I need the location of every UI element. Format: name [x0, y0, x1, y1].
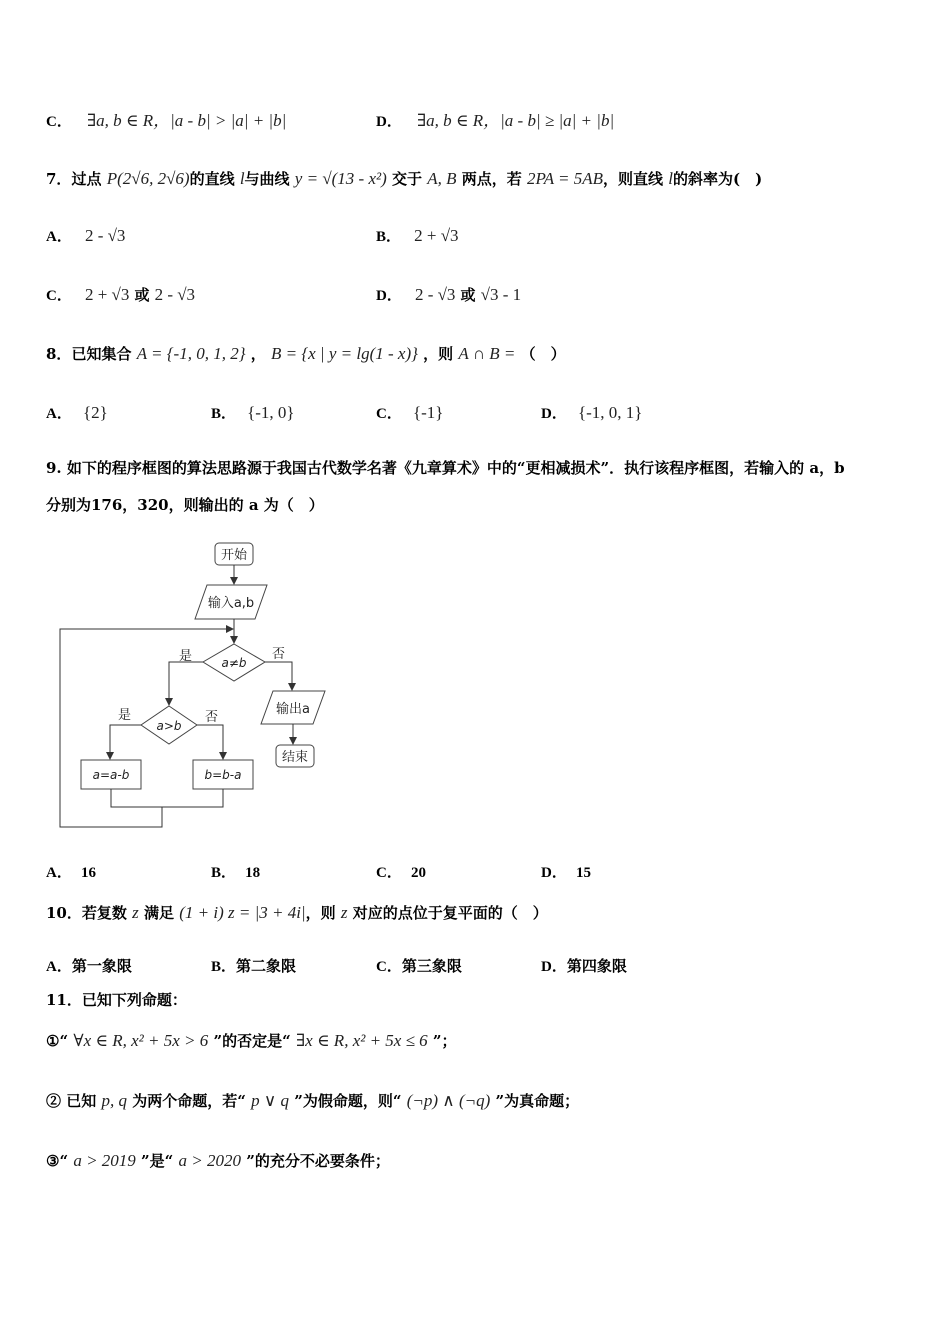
stem-text: 若复数 — [81, 904, 127, 922]
stem-text: ”是“ — [141, 1152, 174, 1170]
option-math: ∃a, b ∈ R，|a - b| > |a| + |b| — [86, 111, 287, 130]
q8-option-a — [46, 402, 108, 423]
flow-end-label: 结束 — [281, 750, 309, 765]
flow-cond1-label: a≠b — [221, 656, 247, 670]
option-math: √3 - 1 — [480, 285, 522, 304]
option-label: C． — [46, 288, 72, 304]
option-label: B． — [376, 229, 402, 245]
q10-option-b — [211, 955, 296, 976]
option-math: 2 + √3 — [414, 226, 459, 245]
proposition-math: p, q — [101, 1091, 127, 1110]
q11-proposition-1 — [46, 1030, 457, 1051]
yes1-label: 是 — [179, 649, 193, 664]
option-math: 2 - √3 — [154, 285, 196, 304]
question-number: 8． — [46, 345, 72, 363]
option-label: D． — [541, 406, 567, 422]
set-b: B = {x | y = lg(1 - x)} — [270, 344, 418, 363]
stem-text: 交于 — [392, 170, 423, 188]
q6-option-d — [376, 106, 614, 131]
line-l: l — [668, 169, 674, 188]
stem-text: 满足 — [143, 904, 174, 922]
flow-assign-b-label: b=b-a — [204, 768, 242, 782]
q8-option-b — [211, 402, 295, 423]
flowchart — [55, 538, 335, 834]
option-label: B． — [211, 959, 237, 975]
q9-option-c — [376, 861, 426, 882]
option-label: D． — [541, 865, 567, 881]
point-p: P(2√6, 2√6) — [106, 169, 190, 188]
stem-text: ，则 — [305, 904, 336, 922]
q10-option-a — [46, 955, 132, 976]
q9-option-d — [541, 861, 591, 882]
stem-text: ”的充分不必要条件； — [246, 1152, 390, 1170]
curve-equation: y = √(13 - x²) — [294, 169, 387, 188]
q7-option-a — [46, 225, 125, 246]
proposition-math: p ∨ q — [251, 1091, 290, 1110]
option-math: 2 - √3 — [84, 226, 126, 245]
set-a: A = {-1, 0, 1, 2} — [136, 344, 246, 363]
condition: 2PA = 5AB — [527, 169, 604, 188]
option-label: C． — [376, 865, 402, 881]
stem-text: 对应的点位于复平面的（ ） — [352, 904, 548, 922]
option-label: A． — [46, 229, 72, 245]
proposition-mark: ①“ — [46, 1032, 69, 1050]
option-label: D． — [541, 959, 567, 975]
option-value: 15 — [575, 865, 591, 881]
question-number: 7． — [46, 170, 72, 188]
proposition-math: ∀x ∈ R, x² + 5x > 6 — [73, 1031, 209, 1050]
option-value: 16 — [80, 865, 96, 881]
stem-text: ，则直线 — [603, 170, 664, 188]
complex-equation: (1 + i) z = |3 + 4i| — [179, 903, 306, 922]
q10-option-d — [541, 955, 627, 976]
option-value: 第三象限 — [401, 957, 462, 975]
flow-start-label: 开始 — [220, 548, 248, 563]
var-z: z — [340, 903, 348, 922]
option-math: {-1} — [412, 403, 444, 422]
stem-text: （ ） — [520, 345, 566, 363]
q11-proposition-2 — [46, 1090, 579, 1111]
q7-stem — [46, 168, 762, 189]
option-value: 第一象限 — [71, 957, 132, 975]
stem-text: 过点 — [71, 170, 102, 188]
yes2-label: 是 — [118, 708, 132, 723]
q8-stem — [46, 343, 566, 364]
flow-cond2-label: a>b — [156, 719, 182, 733]
q9-stem-line2: 分别为176，320，则输出的 a 为（ ） — [46, 496, 324, 514]
q11-stem — [46, 989, 187, 1010]
option-math: {-1, 0} — [247, 403, 295, 422]
option-value: 20 — [410, 865, 426, 881]
option-value: 18 — [245, 865, 261, 881]
flow-output-label: 输出a — [276, 702, 310, 717]
option-label: A． — [46, 865, 72, 881]
option-label: C． — [376, 406, 402, 422]
option-label: B． — [211, 865, 237, 881]
option-label: A． — [46, 959, 72, 975]
option-value: 第四象限 — [566, 957, 627, 975]
option-label: B． — [211, 406, 237, 422]
option-value: 第二象限 — [236, 957, 297, 975]
option-math: 2 + √3 — [84, 285, 130, 304]
option-math: {2} — [82, 403, 108, 422]
option-label: D． — [376, 288, 402, 304]
stem-text: 的直线 — [189, 170, 235, 188]
q7-option-c — [46, 284, 195, 305]
proposition-math: a > 2020 — [178, 1151, 242, 1170]
stem-text: 为两个命题，若“ — [132, 1092, 246, 1110]
stem-text: 与曲线 — [244, 170, 290, 188]
option-math: ∃a, b ∈ R，|a - b| ≥ |a| + |b| — [416, 111, 615, 130]
q7-option-b — [376, 225, 459, 246]
proposition-math: (¬p) ∧ (¬q) — [406, 1091, 491, 1110]
option-math: {-1, 0, 1} — [577, 403, 643, 422]
separator: ， — [250, 345, 266, 363]
stem-text: ”为真命题； — [495, 1092, 580, 1110]
intersection: A ∩ B = — [458, 344, 516, 363]
option-label: D． — [376, 114, 402, 130]
q10-option-c — [376, 955, 462, 976]
option-label: A． — [46, 406, 72, 422]
option-label: C． — [46, 114, 72, 130]
no1-label: 否 — [272, 647, 286, 662]
stem-text: ，则 — [423, 345, 454, 363]
proposition-math: a > 2019 — [73, 1151, 136, 1170]
q10-stem — [46, 902, 548, 923]
proposition-mark: ③“ — [46, 1152, 69, 1170]
or-text: 或 — [134, 286, 150, 304]
stem-text: ”； — [432, 1032, 457, 1050]
stem-text: ”的否定是“ — [213, 1032, 291, 1050]
proposition-mark: ② 已知 — [46, 1092, 97, 1110]
q11-proposition-3 — [46, 1150, 390, 1171]
option-math: 2 - √3 — [414, 285, 456, 304]
var-z: z — [132, 903, 139, 922]
q9-option-a — [46, 861, 96, 882]
option-label: C． — [376, 959, 402, 975]
no2-label: 否 — [205, 710, 219, 725]
stem-text: 已知下列命题： — [81, 991, 187, 1009]
q7-option-d — [376, 284, 521, 305]
stem-text: 的斜率为( ) — [673, 170, 763, 188]
flow-assign-a-label: a=a-b — [92, 768, 130, 782]
q6-option-c — [46, 106, 286, 131]
or-text: 或 — [460, 286, 476, 304]
question-number: 11． — [46, 991, 82, 1009]
question-number: 10． — [46, 904, 82, 922]
q9-option-b — [211, 861, 260, 882]
stem-text: ”为假命题，则“ — [294, 1092, 402, 1110]
stem-text: 已知集合 — [71, 345, 132, 363]
q8-option-d — [541, 402, 642, 423]
line-l: l — [239, 169, 245, 188]
stem-text: 两点，若 — [461, 170, 522, 188]
proposition-math: ∃x ∈ R, x² + 5x ≤ 6 — [295, 1031, 428, 1050]
q9-stem-line1: 9. 如下的程序框图的算法思路源于我国古代数学名著《九章算术》中的“更相减损术”．执行该程序框图，若输入的 a，b — [46, 459, 845, 477]
points-ab: A, B — [427, 169, 457, 188]
flow-input-label: 输入a,b — [207, 596, 255, 611]
q8-option-c — [376, 402, 443, 423]
